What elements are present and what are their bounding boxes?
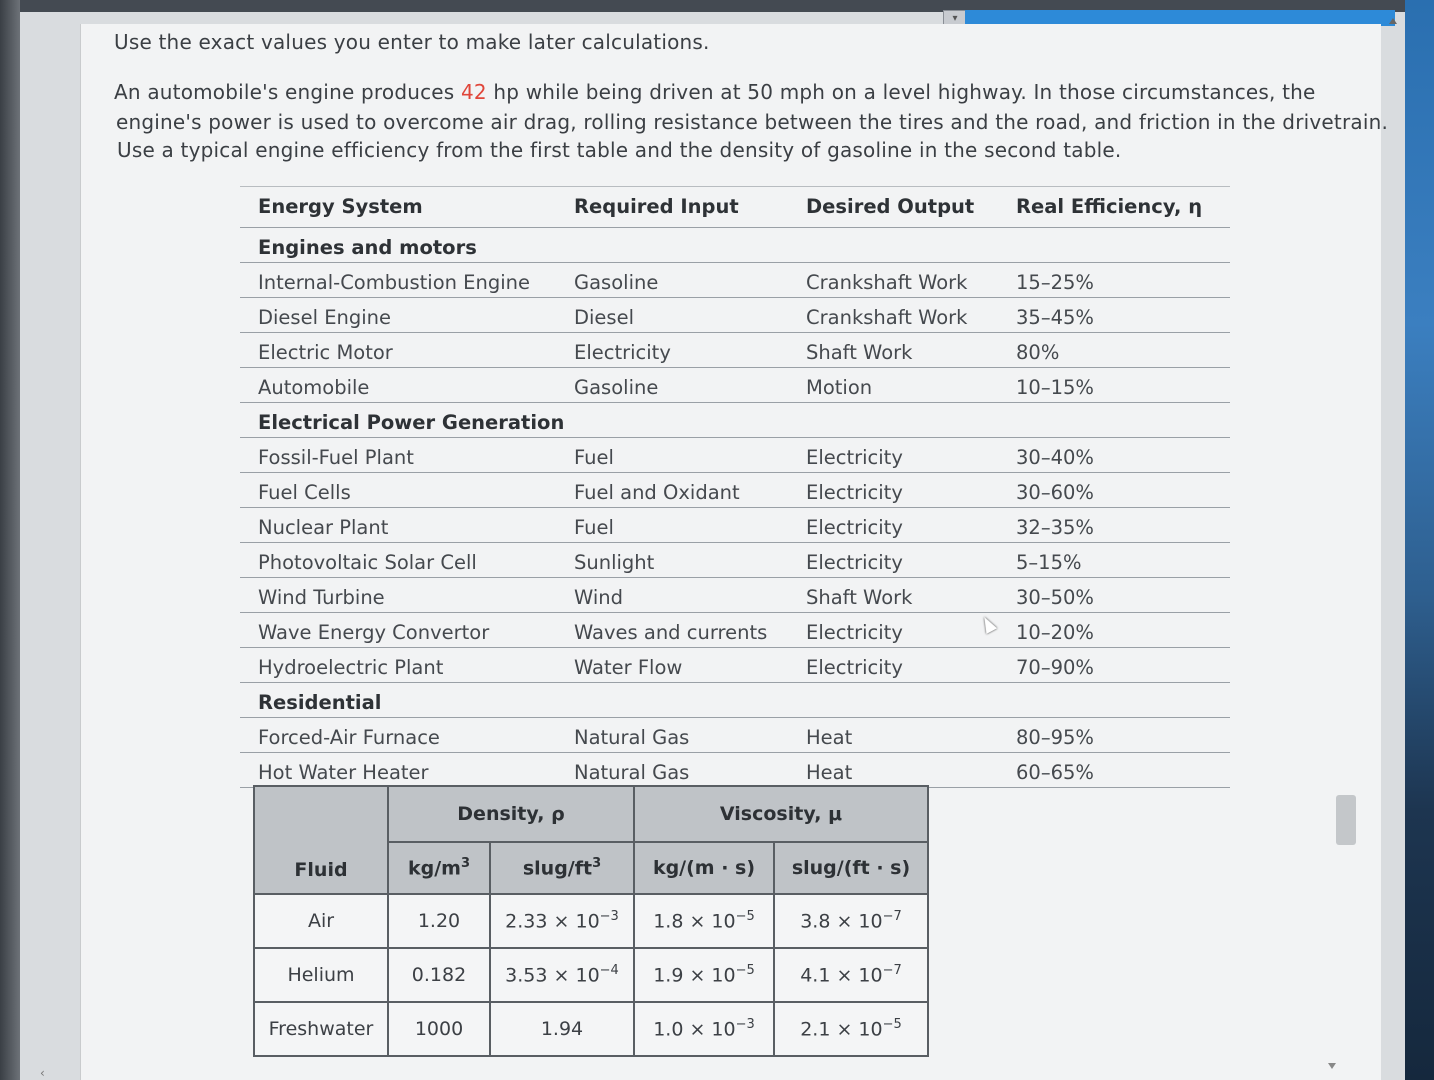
section-row	[240, 403, 1230, 438]
section-title: Engines and motors	[258, 236, 477, 259]
efficiency-cell: 70–90%	[1016, 656, 1094, 679]
table-row	[240, 368, 1230, 403]
problem-line-3: Use a typical engine efficiency from the first table and the density of gasoline in the second table.	[117, 138, 1122, 162]
efficiency-cell: 80–95%	[1016, 726, 1094, 749]
efficiency-table	[240, 186, 1230, 788]
efficiency-cell: 10–15%	[1016, 376, 1094, 399]
efficiency-cell: 5–15%	[1016, 551, 1082, 574]
table-row	[240, 298, 1230, 333]
system-cell: Wind Turbine	[258, 586, 385, 609]
table-row	[240, 543, 1230, 578]
header-density: Density, ρ	[388, 786, 634, 842]
efficiency-cell: 30–60%	[1016, 481, 1094, 504]
viscosity-slugfts-cell: $4.1 \times 10^{-7}$	[774, 948, 928, 1002]
system-cell: Fuel Cells	[258, 481, 351, 504]
header-unit-kgms: kg/(m · s)	[634, 842, 774, 894]
input-cell: Fuel	[574, 516, 614, 539]
header-real-efficiency: Real Efficiency, η	[1016, 195, 1203, 218]
output-cell: Crankshaft Work	[806, 271, 968, 294]
scroll-up-icon[interactable]	[1389, 18, 1397, 24]
scroll-left-icon[interactable]: ‹	[40, 1066, 45, 1080]
system-cell: Internal-Combustion Engine	[258, 271, 531, 294]
table-row	[240, 753, 1230, 788]
fluid-cell: Air	[254, 894, 388, 948]
output-cell: Heat	[806, 726, 853, 749]
density-table	[253, 785, 929, 1057]
problem-text: hp while being driven at 50 mph on a level highway. In those circumstances, the	[486, 80, 1316, 104]
table-row	[254, 894, 928, 948]
output-cell: Electricity	[806, 446, 903, 469]
system-cell: Hydroelectric Plant	[258, 656, 444, 679]
table-header-row	[240, 186, 1230, 228]
problem-line-1	[114, 80, 1316, 104]
viscosity-kgms-cell: $1.8 \times 10^{-5}$	[634, 894, 774, 948]
efficiency-cell: 80%	[1016, 341, 1060, 364]
output-cell: Heat	[806, 761, 853, 784]
output-cell: Shaft Work	[806, 586, 913, 609]
header-unit-slugfts: slug/(ft · s)	[774, 842, 928, 894]
output-cell: Motion	[806, 376, 873, 399]
table-row	[240, 613, 1230, 648]
output-cell: Electricity	[806, 551, 903, 574]
density-slugft3-cell: 1.94	[490, 1002, 634, 1056]
header-viscosity: Viscosity, μ	[634, 786, 928, 842]
table-row	[240, 578, 1230, 613]
problem-text: An automobile's engine produces	[114, 80, 461, 104]
viscosity-slugfts-cell: $3.8 \times 10^{-7}$	[774, 894, 928, 948]
header-desired-output: Desired Output	[806, 195, 975, 218]
instruction-text: Use the exact values you enter to make later calculations.	[114, 30, 710, 54]
efficiency-cell: 15–25%	[1016, 271, 1094, 294]
system-cell: Wave Energy Convertor	[258, 621, 490, 644]
efficiency-cell: 60–65%	[1016, 761, 1094, 784]
section-row	[240, 683, 1230, 718]
table-row	[240, 473, 1230, 508]
system-cell: Automobile	[258, 376, 370, 399]
input-cell: Sunlight	[574, 551, 655, 574]
input-cell: Fuel and Oxidant	[574, 481, 740, 504]
input-cell: Fuel	[574, 446, 614, 469]
table-row	[254, 1002, 928, 1056]
input-cell: Wind	[574, 586, 624, 609]
output-cell: Electricity	[806, 621, 903, 644]
input-cell: Natural Gas	[574, 761, 690, 784]
system-cell: Electric Motor	[258, 341, 393, 364]
problem-line-2: engine's power is used to overcome air drag, rolling resistance between the tires and the road, and friction in the drivetrain.	[116, 110, 1389, 134]
input-cell: Waves and currents	[574, 621, 768, 644]
system-cell: Nuclear Plant	[258, 516, 389, 539]
table-row	[240, 263, 1230, 298]
top-bar	[20, 0, 1405, 24]
scrollbar-thumb[interactable]	[1336, 795, 1356, 845]
header-fluid: Fluid	[254, 786, 388, 894]
system-cell: Diesel Engine	[258, 306, 392, 329]
scroll-down-icon[interactable]	[1328, 1063, 1336, 1069]
table-row	[240, 648, 1230, 683]
viscosity-kgms-cell: $1.0 \times 10^{-3}$	[634, 1002, 774, 1056]
output-cell: Electricity	[806, 656, 903, 679]
viscosity-kgms-cell: $1.9 \times 10^{-5}$	[634, 948, 774, 1002]
hp-value: 42	[460, 80, 487, 104]
input-cell: Electricity	[574, 341, 671, 364]
fluid-cell: Helium	[254, 948, 388, 1002]
fluid-cell: Freshwater	[254, 1002, 388, 1056]
section-title: Residential	[258, 691, 382, 714]
system-cell: Photovoltaic Solar Cell	[258, 551, 477, 574]
table-row	[240, 333, 1230, 368]
header-unit-slugft3: slug/$ft^3$	[490, 842, 634, 894]
table-row	[240, 508, 1230, 543]
header-required-input: Required Input	[574, 195, 739, 218]
table-row	[240, 718, 1230, 753]
table-row	[254, 948, 928, 1002]
section-title: Electrical Power Generation	[258, 411, 565, 434]
output-cell: Shaft Work	[806, 341, 913, 364]
section-row	[240, 228, 1230, 263]
output-cell: Electricity	[806, 481, 903, 504]
efficiency-cell: 30–50%	[1016, 586, 1094, 609]
dropdown-icon[interactable]: ▾	[943, 10, 967, 28]
efficiency-cell: 35–45%	[1016, 306, 1094, 329]
output-cell: Crankshaft Work	[806, 306, 968, 329]
input-cell: Natural Gas	[574, 726, 690, 749]
efficiency-cell: 30–40%	[1016, 446, 1094, 469]
system-cell: Forced-Air Furnace	[258, 726, 440, 749]
input-cell: Gasoline	[574, 271, 659, 294]
header-unit-kgm3: $kg/m^3$	[388, 842, 490, 894]
density-slugft3-cell: $2.33 \times 10^{-3}$	[490, 894, 634, 948]
density-kgm3-cell: 1.20	[388, 894, 490, 948]
system-cell: Fossil-Fuel Plant	[258, 446, 414, 469]
input-cell: Water Flow	[574, 656, 683, 679]
efficiency-cell: 10–20%	[1016, 621, 1094, 644]
output-cell: Electricity	[806, 516, 903, 539]
input-cell: Gasoline	[574, 376, 659, 399]
system-cell: Hot Water Heater	[258, 761, 429, 784]
viscosity-slugfts-cell: $2.1 \times 10^{-5}$	[774, 1002, 928, 1056]
screen-left-edge	[0, 0, 20, 1080]
header-energy-system: Energy System	[258, 195, 423, 218]
density-slugft3-cell: $3.53 \times 10^{-4}$	[490, 948, 634, 1002]
desktop-wallpaper	[1405, 0, 1434, 1080]
density-kgm3-cell: 1000	[388, 1002, 490, 1056]
density-kgm3-cell: 0.182	[388, 948, 490, 1002]
efficiency-cell: 32–35%	[1016, 516, 1094, 539]
table-row	[240, 438, 1230, 473]
input-cell: Diesel	[574, 306, 635, 329]
